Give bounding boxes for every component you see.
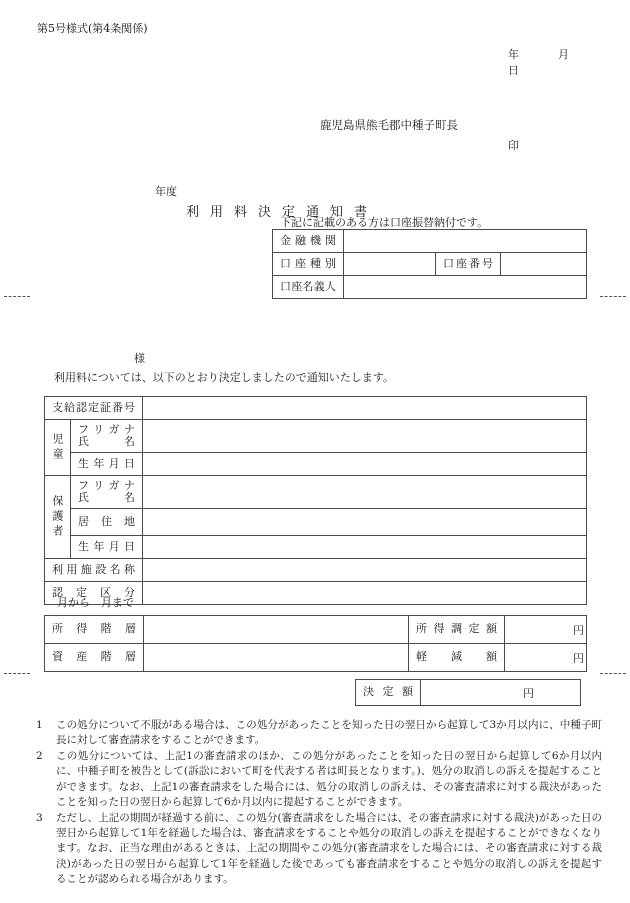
- guardian-address-value[interactable]: [143, 509, 587, 536]
- table-row: [45, 420, 587, 453]
- child-birthdate-value[interactable]: [143, 453, 587, 476]
- note-text: この処分について不服がある場合は、この処分があったことを知った日の翌日から起算して3か月以内に、中種子町長に対して審査請求をすることができます。: [56, 719, 602, 747]
- seal-mark: 印: [508, 139, 519, 152]
- guardian-birthdate-label: 生年月日: [71, 536, 143, 559]
- cert-number-label: 支給認定証番号: [45, 397, 143, 420]
- asset-bracket-label: 資産階層: [45, 644, 144, 672]
- facility-name-value[interactable]: [143, 559, 587, 582]
- income-bracket-label: 所得階層: [45, 616, 144, 644]
- cut-mark-left-upper: [4, 296, 30, 297]
- guardian-address-label: 居住地: [71, 509, 143, 536]
- income-assessment-unit[interactable]: 円: [505, 616, 587, 644]
- table-row: [45, 509, 587, 536]
- table-row: [45, 616, 587, 644]
- bank-account-table: [272, 229, 587, 299]
- cut-mark-left-lower: [4, 673, 30, 674]
- category-value[interactable]: [143, 582, 587, 605]
- table-row: [45, 453, 587, 476]
- category-label: 認定区分: [45, 582, 143, 605]
- account-type-value[interactable]: [344, 253, 436, 276]
- guardian-group-label: 保護者: [45, 476, 71, 559]
- table-row: [273, 230, 587, 253]
- guardian-name-label: フリガナ 氏 名: [71, 476, 143, 509]
- account-holder-value[interactable]: [344, 276, 587, 299]
- appeal-notes: [36, 718, 602, 888]
- table-row: [356, 680, 581, 706]
- note-number: 3: [36, 811, 43, 824]
- reduction-amount-label: 軽減額: [409, 644, 505, 672]
- table-row: [273, 253, 587, 276]
- cert-number-value[interactable]: [143, 397, 587, 420]
- table-row: [45, 397, 587, 420]
- account-holder-label: 口座名義人: [273, 276, 344, 299]
- guardian-birthdate-value[interactable]: [143, 536, 587, 559]
- fiscal-year-label: 年度: [155, 185, 177, 198]
- page-title: 利用料決定通知書: [186, 205, 379, 220]
- reduction-amount-unit[interactable]: 円: [505, 644, 587, 672]
- form-number: 第5号様式(第4条関係): [37, 22, 148, 35]
- child-name-label: フリガナ 氏 名: [71, 420, 143, 453]
- list-item: [36, 811, 602, 888]
- child-birthdate-label: 生年月日: [71, 453, 143, 476]
- account-number-label: 口座番号: [436, 253, 501, 276]
- table-row: [45, 559, 587, 582]
- list-item: [36, 749, 602, 811]
- cut-mark-right-lower: [600, 673, 626, 674]
- table-row: [273, 276, 587, 299]
- income-assessment-label: 所得調定額: [409, 616, 505, 644]
- cut-mark-right-upper: [600, 296, 626, 297]
- table-row: [45, 476, 587, 509]
- notice-sentence: 利用料については、以下のとおり決定しましたので通知いたします。: [54, 371, 394, 384]
- subtitle: 下記に記載のある方は口座振替納付です。: [280, 216, 489, 229]
- date-line: 年 月 日: [508, 48, 608, 77]
- asset-bracket-value[interactable]: [144, 644, 409, 672]
- account-number-value[interactable]: [501, 253, 587, 276]
- account-type-label: 口座種別: [273, 253, 344, 276]
- table-row: [45, 536, 587, 559]
- bank-institution-label: 金融機関: [273, 230, 344, 253]
- decision-amount-label: 決定額: [356, 680, 421, 706]
- addressee-honorific: 様: [134, 352, 145, 365]
- guardian-name-value[interactable]: [143, 476, 587, 509]
- note-text: ただし、上記の期間が経過する前に、この処分(審査請求をした場合には、その審査請求に対する裁決)があった日の翌日から起算して1年を経過した場合は、審査請求をすることや処分の取消しの訴えを提起することができなくなります。なお、正当な理由があるときは、上記の期間やこの処分(審査請求をした場合には、その審査請求に対する裁決)があった日の翌日から起算して1年を経過した後であっても審査請求をすることや処分の取消しの訴えを提起することが認められる場合があります。: [56, 811, 602, 886]
- note-text: この処分については、上記1の審査請求のほか、この処分があったことを知った日の翌日から起算して6か月以内に、中種子町を被告として(訴訟において町を代表する者は町長となります。)、処分の取消しの訴えを提起することができます。なお、上記1の審査請求をした場合には、処分の取消しの訴えは、その審査請求に対する裁決があったことを知った日の翌日から起算して6か月以内に提起することができます。: [56, 749, 602, 809]
- bank-institution-value[interactable]: [344, 230, 587, 253]
- decision-amount-unit[interactable]: 円: [421, 680, 581, 706]
- amount-table: [44, 615, 587, 672]
- period-line: 月から 月まで: [57, 596, 134, 609]
- child-name-value[interactable]: [143, 420, 587, 453]
- recipient-table: [44, 396, 587, 605]
- decision-amount-table: [355, 679, 581, 706]
- child-group-label: 児童: [45, 420, 71, 476]
- income-bracket-value[interactable]: [144, 616, 409, 644]
- table-row: [45, 644, 587, 672]
- list-item: [36, 718, 602, 749]
- note-number: 1: [36, 719, 43, 731]
- facility-name-label: 利用施設名称: [45, 559, 143, 582]
- note-number: 2: [36, 749, 43, 762]
- issuer-name: 鹿児島県熊毛郡中種子町長: [320, 118, 458, 132]
